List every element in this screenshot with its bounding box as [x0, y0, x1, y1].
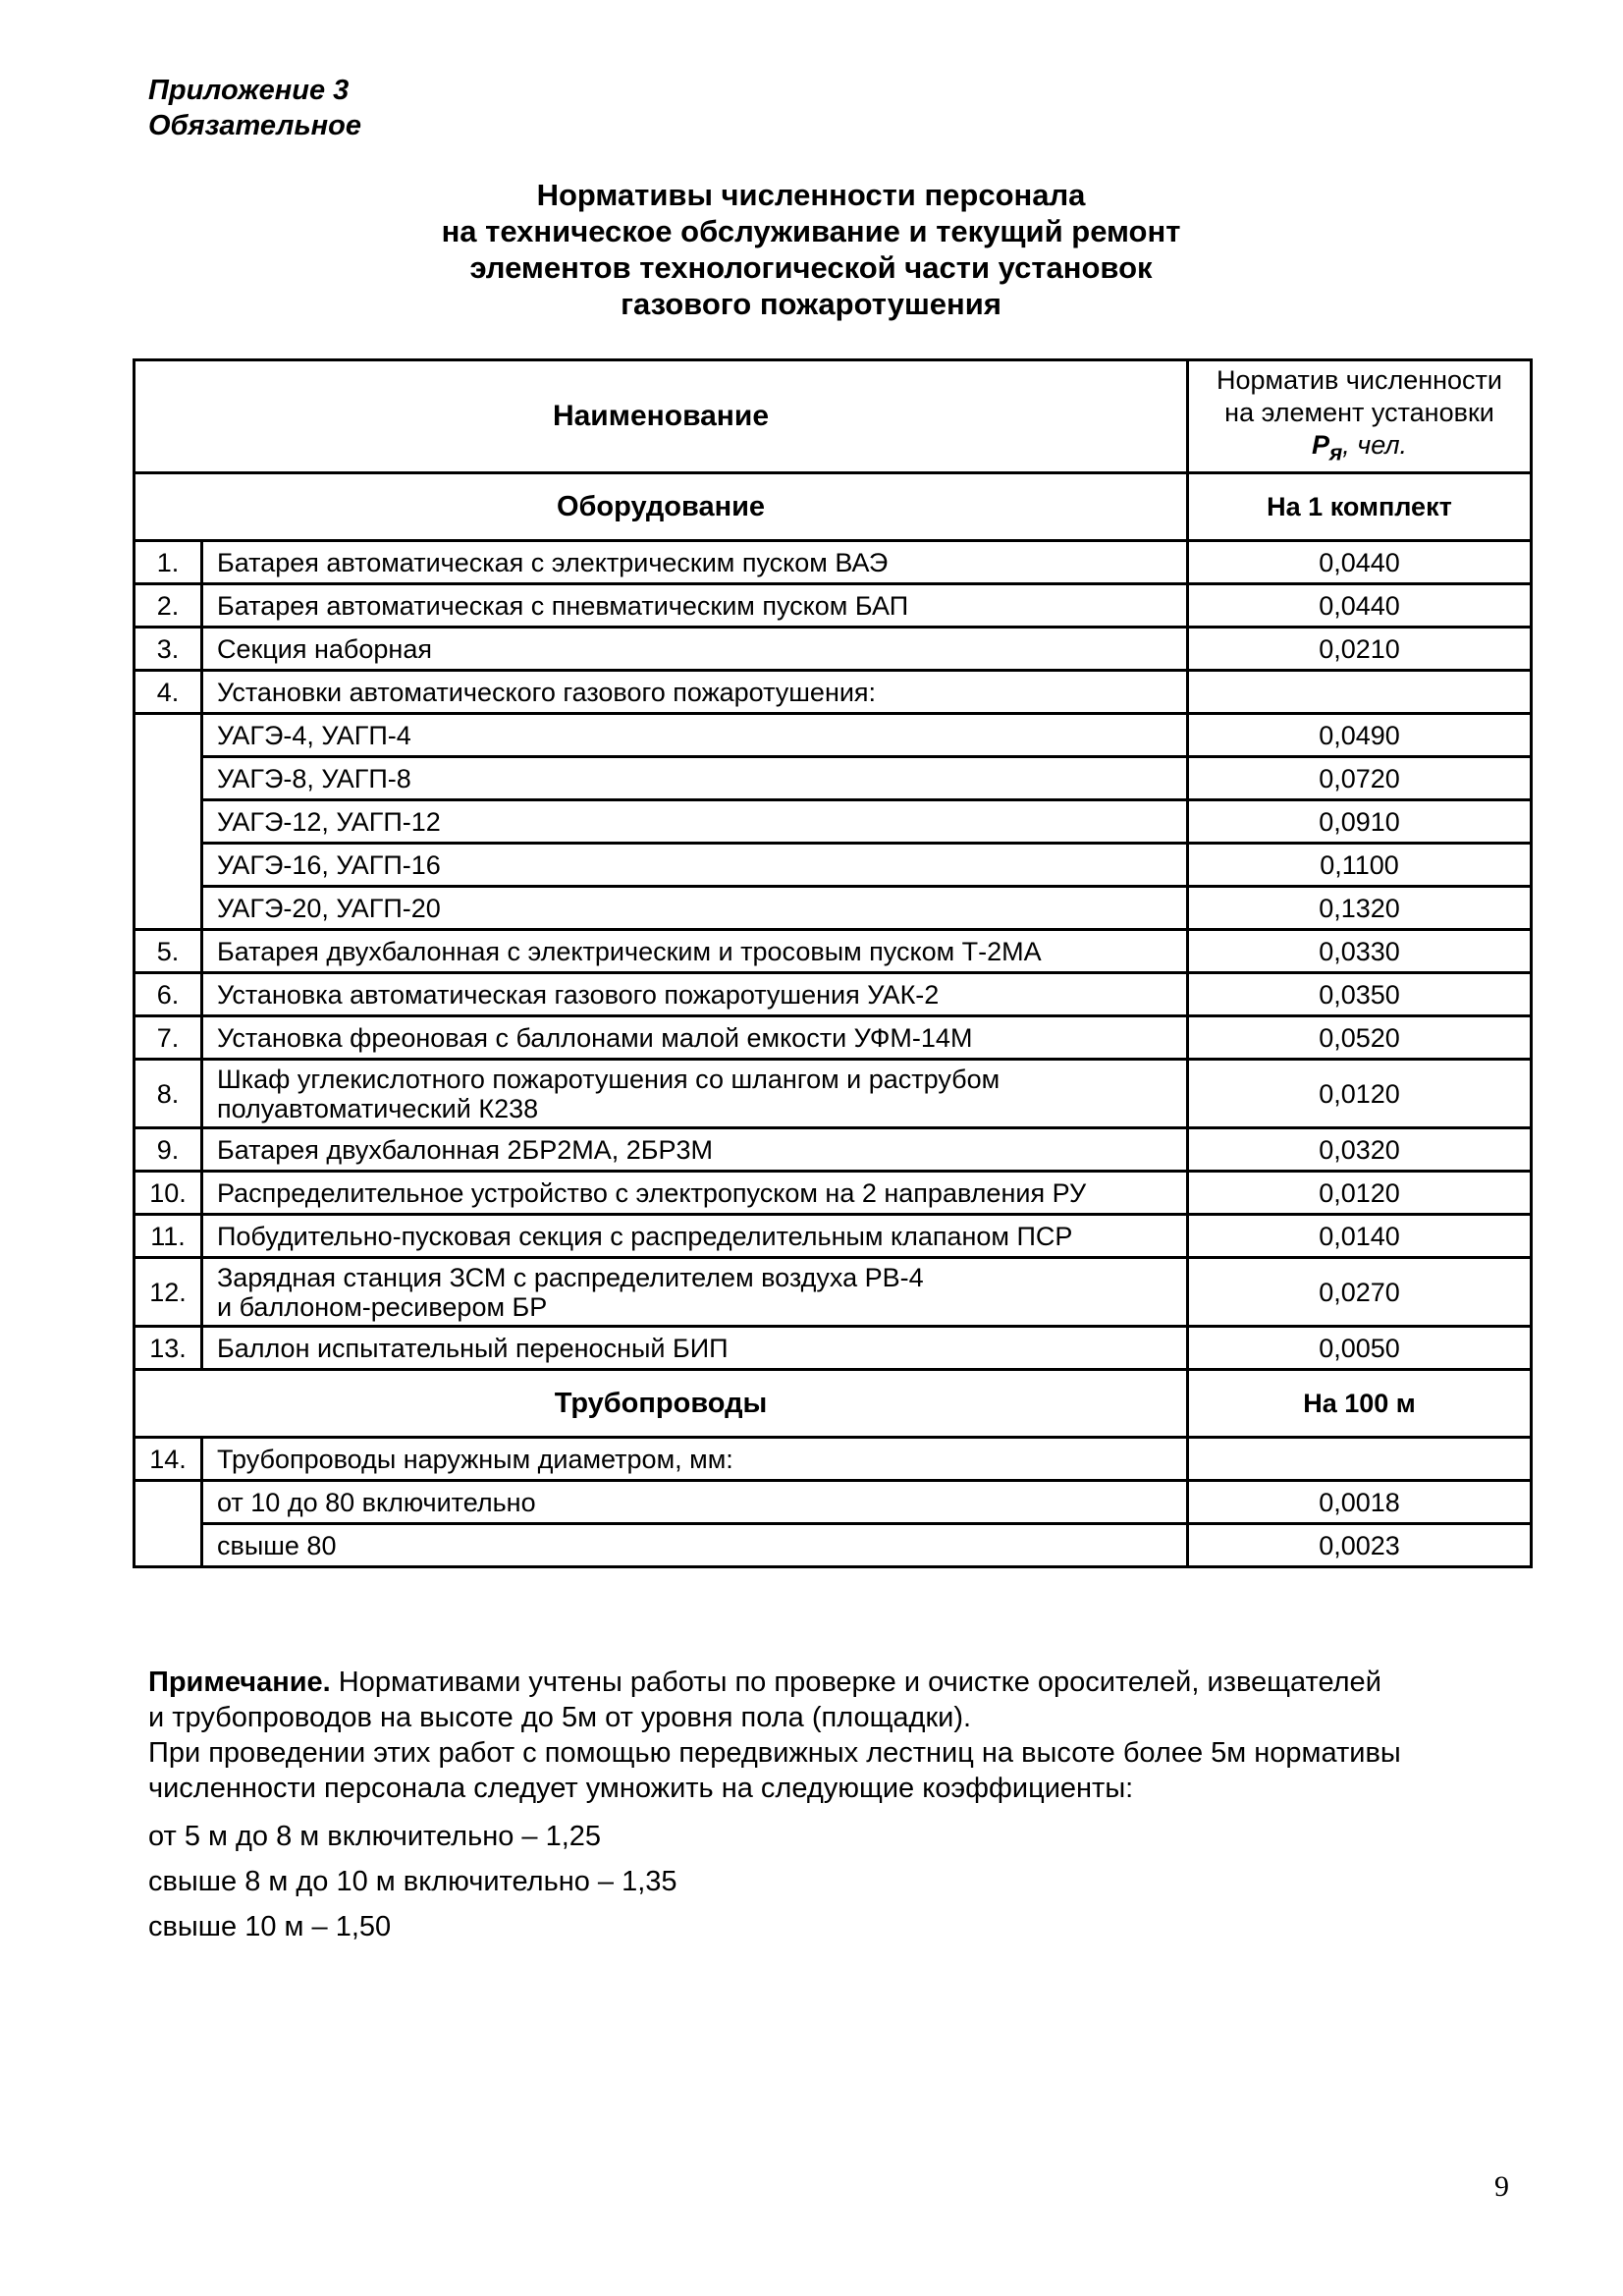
section-unit-pipes: На 100 м: [1188, 1370, 1532, 1438]
table-row: [135, 541, 1532, 584]
subrow-value: 0,0910: [1188, 800, 1532, 844]
row-number: 14.: [135, 1438, 202, 1481]
row-number: 9.: [135, 1128, 202, 1172]
row-number: 7.: [135, 1016, 202, 1060]
page-number: 9: [1494, 2170, 1509, 2203]
title-line-4: газового пожаротушения: [621, 287, 1001, 321]
row-name: Трубопроводы наружным диаметром, мм:: [202, 1438, 1188, 1481]
subrow-name: УАГЭ-4, УАГП-4: [202, 714, 1188, 757]
row-value: 0,0120: [1188, 1172, 1532, 1215]
table-row: [135, 1438, 1532, 1481]
row-name: Баллон испытательный переносный БИП: [202, 1327, 1188, 1370]
subrow-name: от 10 до 80 включительно: [202, 1481, 1188, 1524]
row-name: Батарея двухбалонная с электрическим и тросовым пуском Т-2МА: [202, 930, 1188, 973]
row-value: 0,0520: [1188, 1016, 1532, 1060]
row-number: 12.: [135, 1258, 202, 1327]
coefficient-2: свыше 8 м до 10 м включительно – 1,35: [148, 1866, 677, 1897]
note-paragraph: [148, 1665, 1523, 1700]
subrow-name: УАГЭ-20, УАГП-20: [202, 887, 1188, 930]
row-number: 5.: [135, 930, 202, 973]
row-value: 0,0330: [1188, 930, 1532, 973]
table-row: [135, 1327, 1532, 1370]
row-name-line-2: полуавтоматический К238: [217, 1093, 539, 1123]
row-number: 4.: [135, 671, 202, 714]
section-title-equipment: Оборудование: [135, 473, 1188, 541]
row-value: 0,0440: [1188, 541, 1532, 584]
row-name-line-2: и баллоном-ресивером БР: [217, 1291, 548, 1322]
table-header-row: [135, 360, 1532, 473]
note-text-3: При проведении этих работ с помощью передвижных лестниц на высоте более 5м нормативы: [148, 1737, 1401, 1769]
row-value: [1188, 1438, 1532, 1481]
row-name-line-1: Шкаф углекислотного пожаротушения со шлангом и раструбом: [217, 1064, 1001, 1094]
row-name: Секция наборная: [202, 628, 1188, 671]
header-norm: [1188, 360, 1532, 473]
subrow-value: 0,0018: [1188, 1481, 1532, 1524]
subrow-value: 0,0720: [1188, 757, 1532, 800]
table-subrow: [135, 887, 1532, 930]
appendix-status: Обязательное: [148, 110, 362, 141]
table-subrow: [135, 1524, 1532, 1567]
table-row: [135, 1258, 1532, 1327]
subrow-value: 0,1320: [1188, 887, 1532, 930]
row-number: 2.: [135, 584, 202, 628]
row-value: 0,0140: [1188, 1215, 1532, 1258]
row-number: 6.: [135, 973, 202, 1016]
subrow-value: 0,0490: [1188, 714, 1532, 757]
table-row: [135, 671, 1532, 714]
table-row: [135, 584, 1532, 628]
norms-table-body: [135, 360, 1532, 1567]
row-name: Побудительно-пусковая секция с распределительным клапаном ПСР: [202, 1215, 1188, 1258]
table-subrow: [135, 800, 1532, 844]
row-value: [1188, 671, 1532, 714]
header-norm-line-1: Норматив численности: [1216, 364, 1502, 395]
row-value: 0,0210: [1188, 628, 1532, 671]
row-value: 0,0320: [1188, 1128, 1532, 1172]
note-label: Примечание.: [148, 1667, 331, 1698]
title-line-3: элементов технологической части установок: [469, 250, 1153, 285]
subrow-name: УАГЭ-8, УАГП-8: [202, 757, 1188, 800]
subrow-name: свыше 80: [202, 1524, 1188, 1567]
table-row: [135, 628, 1532, 671]
row-name: Батарея двухбалонная 2БР2МА, 2БР3М: [202, 1128, 1188, 1172]
subrow-value: 0,1100: [1188, 844, 1532, 887]
row-value: 0,0270: [1188, 1258, 1532, 1327]
table-subrow: [135, 714, 1532, 757]
subrow-number-blank: [135, 1481, 202, 1567]
row-number: 8.: [135, 1060, 202, 1128]
title-line-2: на техническое обслуживание и текущий ремонт: [441, 214, 1181, 248]
section-row-equipment: [135, 473, 1532, 541]
note-text-1: Нормативами учтены работы по проверке и очистке оросителей, извещателей: [330, 1667, 1381, 1698]
row-number: 13.: [135, 1327, 202, 1370]
row-name: Установка автоматическая газового пожаротушения УАК-2: [202, 973, 1188, 1016]
document-title: [246, 177, 1376, 322]
table-subrow: [135, 757, 1532, 800]
appendix-number: Приложение 3: [148, 75, 350, 106]
norms-table: [133, 358, 1533, 1568]
row-name: [202, 1258, 1188, 1327]
row-number: 11.: [135, 1215, 202, 1258]
header-name: Наименование: [135, 360, 1188, 473]
header-norm-symbol-line: [1203, 429, 1516, 468]
table-row: [135, 1172, 1532, 1215]
coefficient-3: свыше 10 м – 1,50: [148, 1911, 392, 1942]
row-number: 10.: [135, 1172, 202, 1215]
appendix-label: [148, 73, 361, 143]
row-name: Батарея автоматическая с электрическим пуском ВАЭ: [202, 541, 1188, 584]
table-row: [135, 930, 1532, 973]
note-block: [148, 1665, 1523, 1949]
header-norm-line-2: на элемент установки: [1224, 397, 1494, 427]
note-text-2: и трубопроводов на высоте до 5м от уровня пола (площадки).: [148, 1702, 972, 1733]
row-value: 0,0350: [1188, 973, 1532, 1016]
coefficients-list: [148, 1814, 1523, 1949]
norm-unit: , чел.: [1342, 429, 1408, 460]
subrow-name: УАГЭ-16, УАГП-16: [202, 844, 1188, 887]
section-row-pipes: [135, 1370, 1532, 1438]
section-title-pipes: Трубопроводы: [135, 1370, 1188, 1438]
coefficient-1: от 5 м до 8 м включительно – 1,25: [148, 1821, 602, 1852]
norm-subscript: я: [1328, 440, 1343, 465]
table-row: [135, 1215, 1532, 1258]
table-subrow: [135, 1481, 1532, 1524]
table-row: [135, 973, 1532, 1016]
row-name: Распределительное устройство с электропуском на 2 направления РУ: [202, 1172, 1188, 1215]
norm-symbol: P: [1311, 429, 1329, 460]
title-line-1: Нормативы численности персонала: [536, 178, 1086, 212]
row-name: [202, 1060, 1188, 1128]
row-value: 0,0120: [1188, 1060, 1532, 1128]
note-text-4: численности персонала следует умножить на следующие коэффициенты:: [148, 1773, 1134, 1804]
table-row: [135, 1060, 1532, 1128]
table-row: [135, 1128, 1532, 1172]
table-subrow: [135, 844, 1532, 887]
section-unit-equipment: На 1 комплект: [1188, 473, 1532, 541]
row-name: Установка фреоновая с баллонами малой емкости УФМ-14М: [202, 1016, 1188, 1060]
row-number: 1.: [135, 541, 202, 584]
row-value: 0,0440: [1188, 584, 1532, 628]
subrow-name: УАГЭ-12, УАГП-12: [202, 800, 1188, 844]
row-name-line-1: Зарядная станция ЗСМ с распределителем воздуха РВ-4: [217, 1262, 924, 1292]
row-number: 3.: [135, 628, 202, 671]
row-name: Установки автоматического газового пожаротушения:: [202, 671, 1188, 714]
subrow-number-blank: [135, 714, 202, 930]
row-value: 0,0050: [1188, 1327, 1532, 1370]
table-row: [135, 1016, 1532, 1060]
subrow-value: 0,0023: [1188, 1524, 1532, 1567]
row-name: Батарея автоматическая с пневматическим пуском БАП: [202, 584, 1188, 628]
